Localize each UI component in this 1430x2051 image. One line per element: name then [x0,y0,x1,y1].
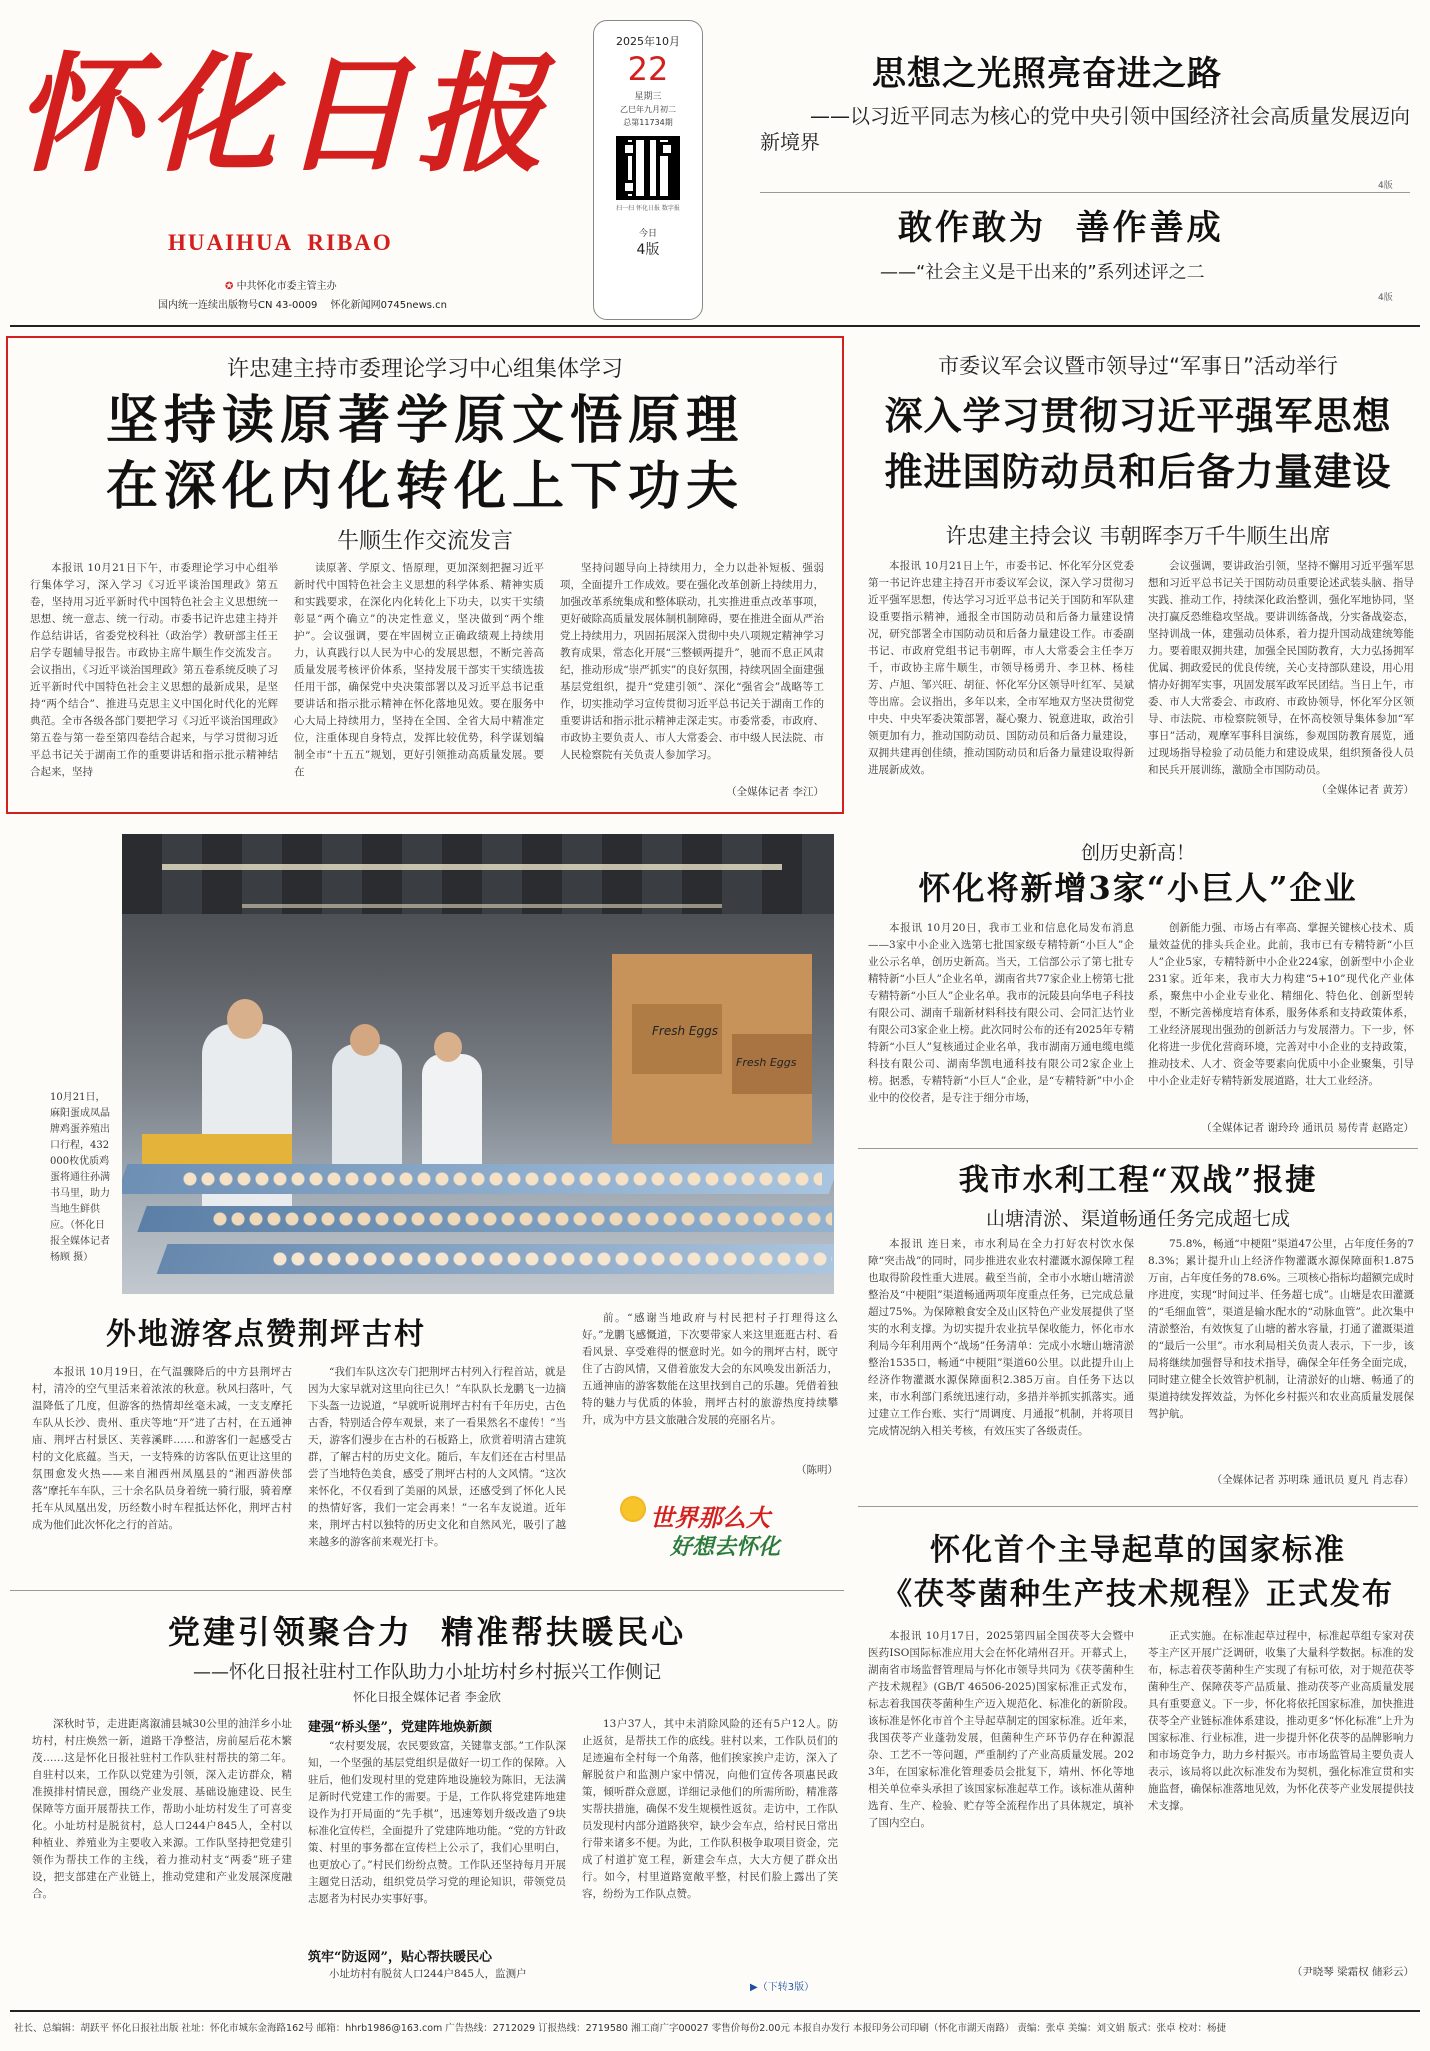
today-pages: 4版 [636,242,660,258]
masthead [0,0,1430,330]
qr-label: 扫一扫 怀化日报 数字报 [616,205,680,212]
box-sign-2: Fresh Eggs [736,1056,797,1069]
tourists-col-3: 前。“感谢当地政府与村民把村子打理得这么好。”龙鹏飞感慨道，下次要带家人来这里逛逛古村、看看风景、享受难得的惬意时光。如今的荆坪古村，既守住了古韵风情，又借着旅发大会的东风唤发出新活力，五通神庙的游客数能在这里找到自己的乐趣。凭借着独特的魅力与优质的体验，荆坪古村的旅游热度持续攀升，成为中方县文旅融合发展的亮丽名片。 [582,1312,838,1426]
date-lunar: 乙巳年九月初二 [620,105,676,114]
egg-factory-photo[interactable] [122,834,834,1294]
lead-col-3: 坚持问题导向上持续用力，全力以赴补短板、强弱项，全面提升工作成效。要在强化改革创新上持续用力，加强改革系统集成和整体联动，扎实推进重点改革事项，更好破除高质量发展体制机制障碍，要在推进全面从严治党上持续用力，巩固拓展深入贯彻中央八项规定精神学习教育成果，常态化开展“三整顿两提升”，驰而不息正风肃纪，推动形成“崇严抓实”的良好氛围，持续巩固全面建强基层党组织，提升“党建引领”、深化“强省会”战略等工作，切实推动学习宣传贯彻习近平总书记关于湖南工作的重要讲话和指示批示精神走深走实。市委常委，市政府、市政协主要负责人、市人大常委会、市中级人民法院、市人民检察院有关负责人参加学习。 [560,562,824,761]
tourists-col-1: 本报讯 10月19日，在气温骤降后的中方县荆坪古村，清冷的空气里活来着浓浓的秋意。秋风扫落叶，气温降低了几度，但游客的热情却丝毫未减，一支支摩托车队从长沙、贵州、重庆等地“开”进了古村，在五通神庙、荆坪古村景区、芙蓉溪畔……和游客们一起感受古村的文化底蕴。当天，一支特殊的访客队伍更让这里的氛围愈发火热——来自湘西州凤凰县的“湘西游侠部落”摩托车车队，三十余名队员身着统一骑行服，骑着摩托车从凤凰出发，历经数小时车程抵达怀化，荆坪古村成为他们此次怀化之行的首站。 [32,1366,292,1531]
top-headline-1-sub: ——以习近平同志为核心的党中央引领中国经济社会高质量发展迈向新境界 [760,104,1410,154]
party-build-col-1: 深秋时节，走进距离溆浦县城30公里的油洋乡小址坊村，村庄焕然一新，道路干净整洁，房前屋后花木繁茂……这是怀化日报社驻村工作队驻村帮扶的第二年。自驻村以来，工作队以党建为引领，深入走访群众，精准摸排村情民意，围绕产业发展、基础设施建设、民生保障等方面开展帮扶工作，帮助小址坊村发生了可喜变化。小址坊村是脱贫村，总人口244户845人，全村以种植业、养殖业为主要收入来源。工作队坚持把党建引领作为帮扶工作的主线，着力推动村支“两委”班子建设，把支部建在产业链上，推动党建和产业发展深度融合。 [32,1718,292,1900]
sponsor-line [225,277,337,292]
standard-title-2: 《茯苓菌种生产技术规程》正式发布 [882,1577,1394,1612]
sun-icon [620,1496,646,1522]
standard-col-1: 本报讯 10月17日，2025第四届全国茯苓大会暨中医药ISO国际标准应用大会在怀化靖州召开。开幕式上，湖南省市场监督管理局与怀化市领导共同为《茯苓菌种生产技术规程》(GB/T 46506-2025)国家标准正式发布，标志着我国茯苓菌种生产迈入规范化、标准化的新阶段。该标准是怀化市首个主导起草制定的国家标准。近年来，我国茯苓产业蓬勃发展，但菌种生产环节仍存在种源混杂、工艺不一等问题，严重制约了产业高质量发展。2023年，在国家标准化管理委员会批复下，靖州、怀化等地相关单位牵头承担了该国家标准起草工作。该标准从菌种选育、生产、检验、贮存等全流程作出了具体规定，填补了国内空白。 [868,1630,1134,1829]
slogan-line-1: 世界那么大 [650,1503,770,1532]
party-build-story[interactable] [10,1598,844,2000]
tourists-byline: （陈明） [796,1464,838,1476]
party-build-sub-1: 建强“桥头堡”，党建阵地焕新颜 [308,1720,492,1735]
party-build-col-2b: 小址坊村有脱贫人口244户845人，监测户 [329,1968,527,1980]
tourists-title: 外地游客点赞荆坪古村 [106,1317,426,1352]
right-lead-col-1: 本报讯 10月21日上午，市委书记、怀化军分区党委第一书记许忠建主持召开市委议军会议，深入学习贯彻习近平强军思想，传达学习习近平总书记关于国防和军队建设重要指示精神，通报全市国防动员和后备力量建设情况，研究部署全市国防动员和后备力量建设工作。市委副书记、市政府党组书记韦朝晖，市人大常委会主任李万千，市政协主席牛顺生，市领导杨勇升、李卫林、杨桂芳、卢旭、邹兴旺、胡征、怀化军分区领导叶红军、吴斌等出席。会议指出，多年以来，全市军地双方坚决贯彻党中央、中央军委决策部署，凝心聚力、锐意进取，政治引领更加有力，推动国防动员、国防动员和后备力量建设，双拥共建再创佳绩，推动国防动员和后备力量建设取得新进展新成效。 [868,560,1134,776]
date-year-month: 2025年10月 [616,35,680,48]
little-giant-col-1: 本报讯 10月20日，我市工业和信息化局发布消息——3家中小企业入选第七批国家级专精特新“小巨人”企业公示名单，创历史新高。当天，工信部公示了第七批专精特新“小巨人”企业名单，湖南省共77家企业上榜第七批专精特新“小巨人”企业名单。我市的沅陵县向华电子科技有限公司、湖南千瑞新材料科技有限公司、会同汇达竹业有限公司3家企业上榜。此次同时公布的还有2025年专精特新“小巨人”复核通过企业名单，我市湖南万通电缆电缆科技有限公司、湖南华凯电通科技有限公司2家企业上榜。据悉，专精特新“小巨人”企业，是“专精特新”中小企业中的佼佼者，是专注于细分市场， [868,922,1134,1104]
tourists-story[interactable] [10,1302,844,1584]
water-story[interactable] [858,1156,1418,1496]
party-build-col-2: “农村要发展，农民要致富，关键靠支部。”工作队深知，一个坚强的基层党组织是做好一切工作的保障。入驻后，他们发现村里的党建阵地设施较为陈旧，无法满足新时代党建工作的需要。于是，工作队将党建阵地建设作为打开局面的“先手棋”，迅速筹划升级改造了9块标准化宣传栏，全面提升了党建阵地功能。“党的方针政策、村里的事务都在宣传栏上公示了，我们心里明白，也更放心了。”村民们纷纷点赞。工作队还坚持每月开展主题党日活动，组织党员学习党的理论知识，带领党员志愿者为村民办实事好事。 [308,1740,566,1905]
top-headline-2[interactable]: 敢作敢为 善作善成 [898,208,1224,248]
standard-col-2: 正式实施。在标准起草过程中，标准起草组专家对茯苓主产区开展广泛调研，收集了大量科学数据。标准的发布，标志着茯苓菌种生产实现了有标可依，对于规范茯苓菌种生产、保障茯苓产品质量、推动茯苓产业高质量发展具有重要意义。下一步，怀化将依托国家标准，加快推进茯苓全产业链标准体系建设，推动更多“怀化标准”上升为国家标准、行业标准，进一步提升怀化茯苓的品牌影响力和市场竞争力，助力乡村振兴。市市场监管局主要负责人表示，该局将以此次标准发布为契机，强化标准宣贯和实施监督，确保标准落地见效，为怀化茯苓产业发展提供技术支撑。 [1148,1630,1414,1812]
standard-title-1: 怀化首个主导起草的国家标准 [930,1533,1346,1568]
lead-col-1: 本报讯 10月21日下午，市委理论学习中心组举行集体学习，深入学习《习近平谈治国理政》第五卷，坚持用习近平新时代中国特色社会主义思想统一思想、统一意志、统一行动。市委书记许忠建主持并作总结讲话，省委党校科社（政治学）教研部主任王启学专题辅导报告。市政协主席牛顺生作交流发言。会议指出，《习近平谈治国理政》第五卷系统反映了习近平新时代中国特色社会主义思想的最新成果，是坚持“两个结合”、推进马克思主义中国化时代化的光辉典范。全市各级各部门要把学习《习近平谈治国理政》第五卷与第一卷至第四卷结合起来，与学习贯彻习近平总书记关于湖南工作的重要讲话和指示批示精神结合起来，坚持 [30,562,278,778]
lead-kicker: 许忠建主持市委理论学习中心组集体学习 [226,357,623,382]
right-lead-kicker: 市委议军会议暨市领导过“军事日”活动举行 [938,354,1338,378]
lead-title-2: 在深化内化转化上下功夫 [105,456,744,517]
little-giant-story[interactable] [858,832,1418,1144]
date-issue: 总第11734期 [623,118,673,127]
right-lead-col-2: 会议强调，要讲政治引领，坚持不懈用习近平强军思想和习近平总书记关于国防动员重要论述武装头脑、指导实践、推动工作，持续深化政治整训，强化军地协同，坚决打赢反恐维稳攻坚战。要讲训练备战，分实备战姿态，坚持训战一体，建强动员体系，着力提升国动战建统筹能力。要着眼双拥共建，加强全民国防教育，大力弘扬拥军优属、拥政爱民的优良传统，关心支持部队建设，用心用情办好拥军实事，巩固发展军政军民团结。当日上午，市委、市人大常委会、市政府、市政协领导，怀化军分区领导、市法院、市检察院领导，在怀高校领导集体参加“军事日”活动，观摩军事科目演练，参观国防教育展览，通过现场指导检验了动员能力和建设成果，组织预备役人员和民兵开展训练，激励全市国防动员。 [1148,560,1414,776]
right-lead-story[interactable] [858,336,1418,814]
photo-caption: 10月21日，麻阳蛋成凤晶牌鸡蛋养殖出口行程，432000枚优质鸡蛋将通往孙满书马里，助力当地生鲜供应。（怀化日报全媒体记者 杨顾 摄） [50,1092,110,1263]
footer: 社长、总编辑：胡跃平 怀化日报社出版 社址：怀化市城东金海路162号 邮箱：hhrb1986@163.com 广告热线：2712029 订报热线：2719580 湘工商广字00027 零售价每份2.00元 本报自办发行 本报印务公司印刷（怀化市湖天南路） 责编：张卓 美编：刘文娟 版式：张卓 校对：杨捷 [14,2023,1226,2034]
little-giant-kicker: 创历史新高！ [1080,842,1195,864]
water-byline: （全媒体记者 苏明珠 通讯员 夏凡 肖志春） [1211,1474,1414,1486]
top-headline-2-ref[interactable]: 4版 [1378,293,1393,303]
water-deck: 山塘清淤、渠道畅通任务完成超七成 [985,1208,1290,1230]
party-build-author: 怀化日报全媒体记者 李金欣 [353,1690,501,1704]
top-headline-1-ref[interactable]: 4版 [1378,181,1393,191]
top-headline-2-sub: ——“社会主义是干出来的”系列述评之二 [880,262,1205,283]
lead-col-2: 读原著、学原文、悟原理，更加深刻把握习近平新时代中国特色社会主义思想的科学体系、精神实质和实践要求，在深化内化转化上下功夫，以实干实绩彰显“两个确立”的决定性意义，坚决做到“两个维护”。会议强调，要在牢固树立正确政绩观上持续用力，认真践行以人民为中心的发展思想，不断完善高质量发展考核评价体系，坚持发展干部实干实绩选拔任用干部，确保党中央决策部署以及习近平总书记重要讲话和指示批示精神在怀化落地见效。要在服务中心大局上持续用力，坚持在全国、全省大局中精准定位，注重体现自身特点，发挥比较优势，科学谋划编制全市“十五五”规划，更好引领推动高质量发展。要在 [294,562,544,778]
date-weekday: 星期三 [634,92,662,102]
party-build-continue[interactable]: ▶（下转3版） [750,1982,815,1993]
water-col-1: 本报讯 连日来，市水利局在全力打好农村饮水保障“突击战”的同时，同步推进农业农村灌溉水源保障工程也取得阶段性重大进展。截至当前，全市小水塘山塘清淤整治及“中梗阻”渠道畅通两项年度重点任务，已完成总量超过75%。为保障粮食安全及山区特色产业发展提供了坚实的水利支撑。为切实提升农业抗旱保收能力，怀化市水利局今年利用两个“战场”任务清单：完成小水塘山塘清淤整治1535口，畅通“中梗阻”渠道60公里。以此提升山上经济作物灌溉水源保障面积2.385万亩。自任务下达以来，市水利部门系统迅速行动，多措并举抓实抓落实。通过建立工作台账、实行“周调度、月通报”机制，并将项目完成情况纳入相关考核，有效压实了各级责任。 [868,1238,1134,1437]
qr-code[interactable] [616,136,680,200]
water-col-2: 75.8%，畅通“中梗阻”渠道47公里，占年度任务的78.3%；累计提升山上经济作物灌溉水源保障面积1.875万亩，占年度任务的78.6%。三项核心指标均超额完成时序进度，实现“时间过半、任务超七成”。山塘是农田灌溉的“毛细血管”，渠道是输水配水的“动脉血管”。此次集中清淤整治，有效恢复了山塘的蓄水容量，打通了灌溉渠道的“最后一公里”。市水利局相关负责人表示，下一步，该局将继续加强督导和技术指导，确保全年任务全面完成，同时建立健全长效管护机制，让清淤好的山塘、畅通了的渠道持续发挥效益，为怀化乡村振兴和农业高质量发展保驾护航。 [1148,1238,1414,1420]
right-lead-deck: 许忠建主持会议 韦朝晖李万千牛顺生出席 [945,524,1331,548]
masthead-title: 怀化日报 [14,40,551,190]
water-title: 我市水利工程“双战”报捷 [958,1163,1318,1198]
website: 怀化新闻网0745news.cn [330,300,447,311]
lead-deck: 牛顺生作交流发言 [336,529,513,554]
little-giant-title: 怀化将新增3家“小巨人”企业 [918,869,1358,907]
little-giant-col-2: 创新能力强、市场占有率高、掌握关键核心技术、质量效益优的排头兵企业。此前，我市已有专精特新“小巨人”企业5家，专精特新中小企业224家，创新型中小企业231家。近年来，我市大力构建“5+10”现代化产业体系，聚焦中小企业专业化、精细化、特色化、创新型转型，不断完善梯度培育体系，服务体系和支持政策体系，工业经济展现出强劲的创新活力与发展潜力。下一步，怀化将进一步优化营商环境，完善对中小企业的支持政策，推动技术、人才、资金等要素向优质中小企业聚集，引导中小企业走好专精特新发展道路，壮大工业经济。 [1148,922,1414,1087]
date-day: 22 [627,50,669,88]
arrow-right-icon: ▶ [750,1982,758,1993]
party-build-sub-2: 筑牢“防返网”，贴心帮扶暖民心 [308,1950,492,1965]
slogan-graphic [610,1492,810,1572]
little-giant-byline: （全媒体记者 谢玲玲 通讯员 易传青 赵路定） [1201,1122,1414,1134]
date-box [593,20,703,320]
slogan-line-2: 好想去怀化 [670,1534,781,1560]
box-sign-1: Fresh Eggs [652,1024,718,1038]
lead-story[interactable] [6,336,844,814]
masthead-pinyin: HUAIHUA RIBAO [168,230,393,255]
right-lead-byline: （全媒体记者 黄芳） [1316,784,1414,796]
right-lead-title-2: 推进国防动员和后备力量建设 [884,449,1392,494]
sponsor: 中共怀化市委主管主办 [236,281,337,292]
party-build-col-3: 13户37人，其中未消除风险的还有5户12人。防止返贫，是帮扶工作的底线。驻村以来，工作队员们的足迹遍布全村每一个角落，他们挨家挨户走访，深入了解脱贫户和监测户家中情况，向他们宣传各项惠民政策，倾听群众意愿，详细记录他们的所需所盼，精准落实帮扶措施，确保不发生规模性返贫。走访中，工作队员发现村内部分道路狭窄，缺少会车点，给村民日常出行带来诸多不便。为此，工作队积极争取项目资金，完成了村道扩宽工程，新建会车点，大大方便了群众出行。如今，村里道路宽敞平整，村民们脸上露出了笑容，纷纷为工作队点赞。 [582,1718,838,1900]
standard-byline: （尹晓琴 梁霜权 储彩云） [1291,1966,1414,1978]
lead-byline: （全媒体记者 李江） [726,786,824,798]
party-build-title: 党建引领聚合力 精准帮扶暖民心 [167,1613,687,1651]
today-label: 今日 [638,229,657,239]
lead-title-1: 坚持读原著学原文悟原理 [105,390,744,451]
serial-line [158,296,447,311]
right-lead-title-1: 深入学习贯彻习近平强军思想 [884,393,1392,438]
top-headline-1[interactable]: 思想之光照亮奋进之路 [872,54,1222,94]
party-build-sub: ——怀化日报社驻村工作队助力小址坊村乡村振兴工作侧记 [193,1662,661,1683]
serial-number: 国内统一连续出版物号CN 43-0009 [158,300,318,311]
tourists-col-2: “我们车队这次专门把荆坪古村列入行程首站，就是因为大家早就对这里向往已久！”车队队长龙鹏飞一边摘下头盔一边说道，“早就听说荆坪古村有千年历史，古色古香，特别适合停车观景，来了一看果然名不虚传！”当天，游客们漫步在古朴的石板路上，欣赏着明清古建筑群，了解古村的历史文化。随后，车友们还在古村里品尝了当地特色美食，感受了荆坪古村的人文风情。“这次来怀化，不仅看到了美丽的风景，还感受到了怀化人民的热情好客，我们一定会再来！”一名车友说道。近年来，荆坪古村以独特的历史文化和自然风光，吸引了越来越多的游客前来观光打卡。 [308,1366,566,1548]
standard-story[interactable] [858,1516,1418,1996]
party-emblem-icon: ✪ [225,281,234,292]
